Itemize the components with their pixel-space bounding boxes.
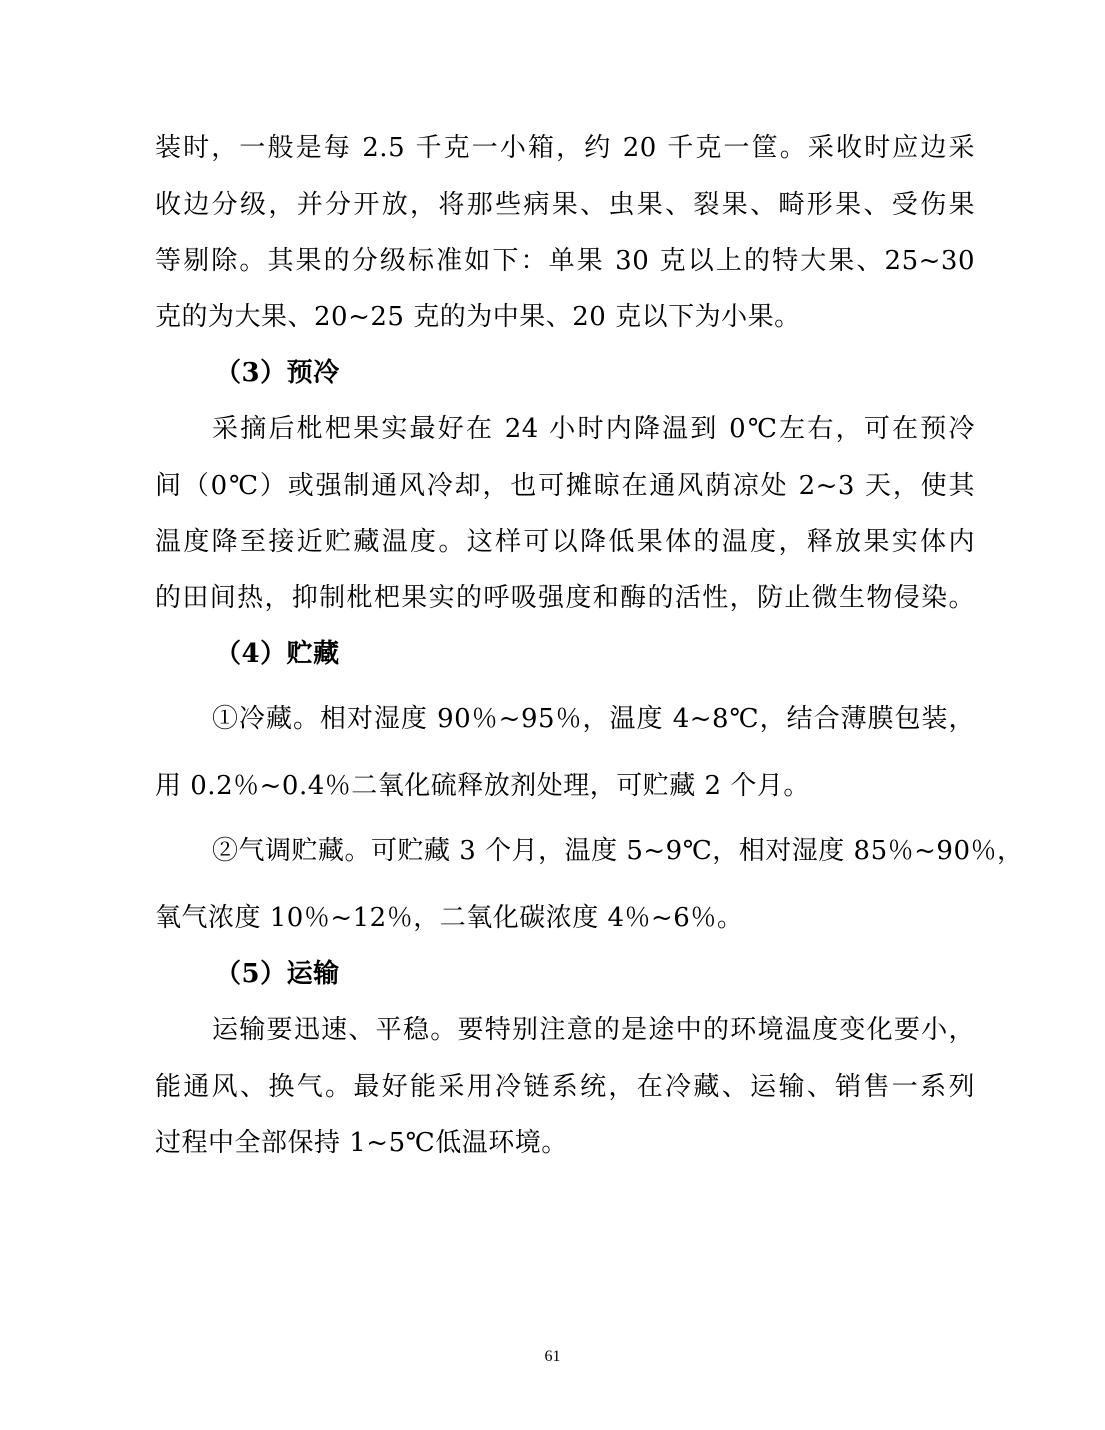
section-4-heading: （4）贮藏 <box>215 639 340 669</box>
paragraph-1-line-3: 等剔除。其果的分级标准如下：单果 30 克以上的特大果、25~30 <box>155 246 975 276</box>
section-4-item-1-line-2: 用 0.2％~0.4％二氧化硫释放剂处理，可贮藏 2 个月。 <box>155 771 810 801</box>
section-3-line-4: 的田间热，抑制枇杷果实的呼吸强度和酶的活性，防止微生物侵染。 <box>155 583 975 613</box>
paragraph-1-line-2: 收边分级，并分开放，将那些病果、虫果、裂果、畸形果、受伤果 <box>155 190 975 220</box>
page-number: 61 <box>544 1348 561 1365</box>
section-5-line-2: 能通风、换气。最好能采用冷链系统，在冷藏、运输、销售一系列 <box>155 1072 975 1102</box>
section-5-line-3: 过程中全部保持 1~5℃低温环境。 <box>155 1128 568 1158</box>
section-3-line-3: 温度降至接近贮藏温度。这样可以降低果体的温度，释放果实体内 <box>155 527 975 557</box>
section-3-heading: （3）预冷 <box>215 358 340 388</box>
section-3-line-2: 间（0℃）或强制通风冷却，也可摊晾在通风荫凉处 2~3 天，使其 <box>155 471 975 501</box>
paragraph-1-line-1: 装时，一般是每 2.5 千克一小箱，约 20 千克一筐。采收时应边采 <box>155 133 975 163</box>
section-4-item-2-line-1: ②气调贮藏。可贮藏 3 个月，温度 5~9℃，相对湿度 85％~90％， <box>212 836 1024 866</box>
section-5-heading: （5）运输 <box>215 959 340 989</box>
section-5-line-1: 运输要迅速、平稳。要特别注意的是途中的环境温度变化要小， <box>212 1015 975 1045</box>
section-3-line-1: 采摘后枇杷果实最好在 24 小时内降温到 0℃左右，可在预冷 <box>212 414 975 444</box>
section-4-item-2-line-2: 氧气浓度 10％~12％，二氧化碳浓度 4％~6％。 <box>155 903 744 933</box>
section-4-item-1-line-1: ①冷藏。相对湿度 90％~95％，温度 4~8℃，结合薄膜包装， <box>212 704 975 734</box>
paragraph-1-line-4: 克的为大果、20~25 克的为中果、20 克以下为小果。 <box>155 302 801 332</box>
